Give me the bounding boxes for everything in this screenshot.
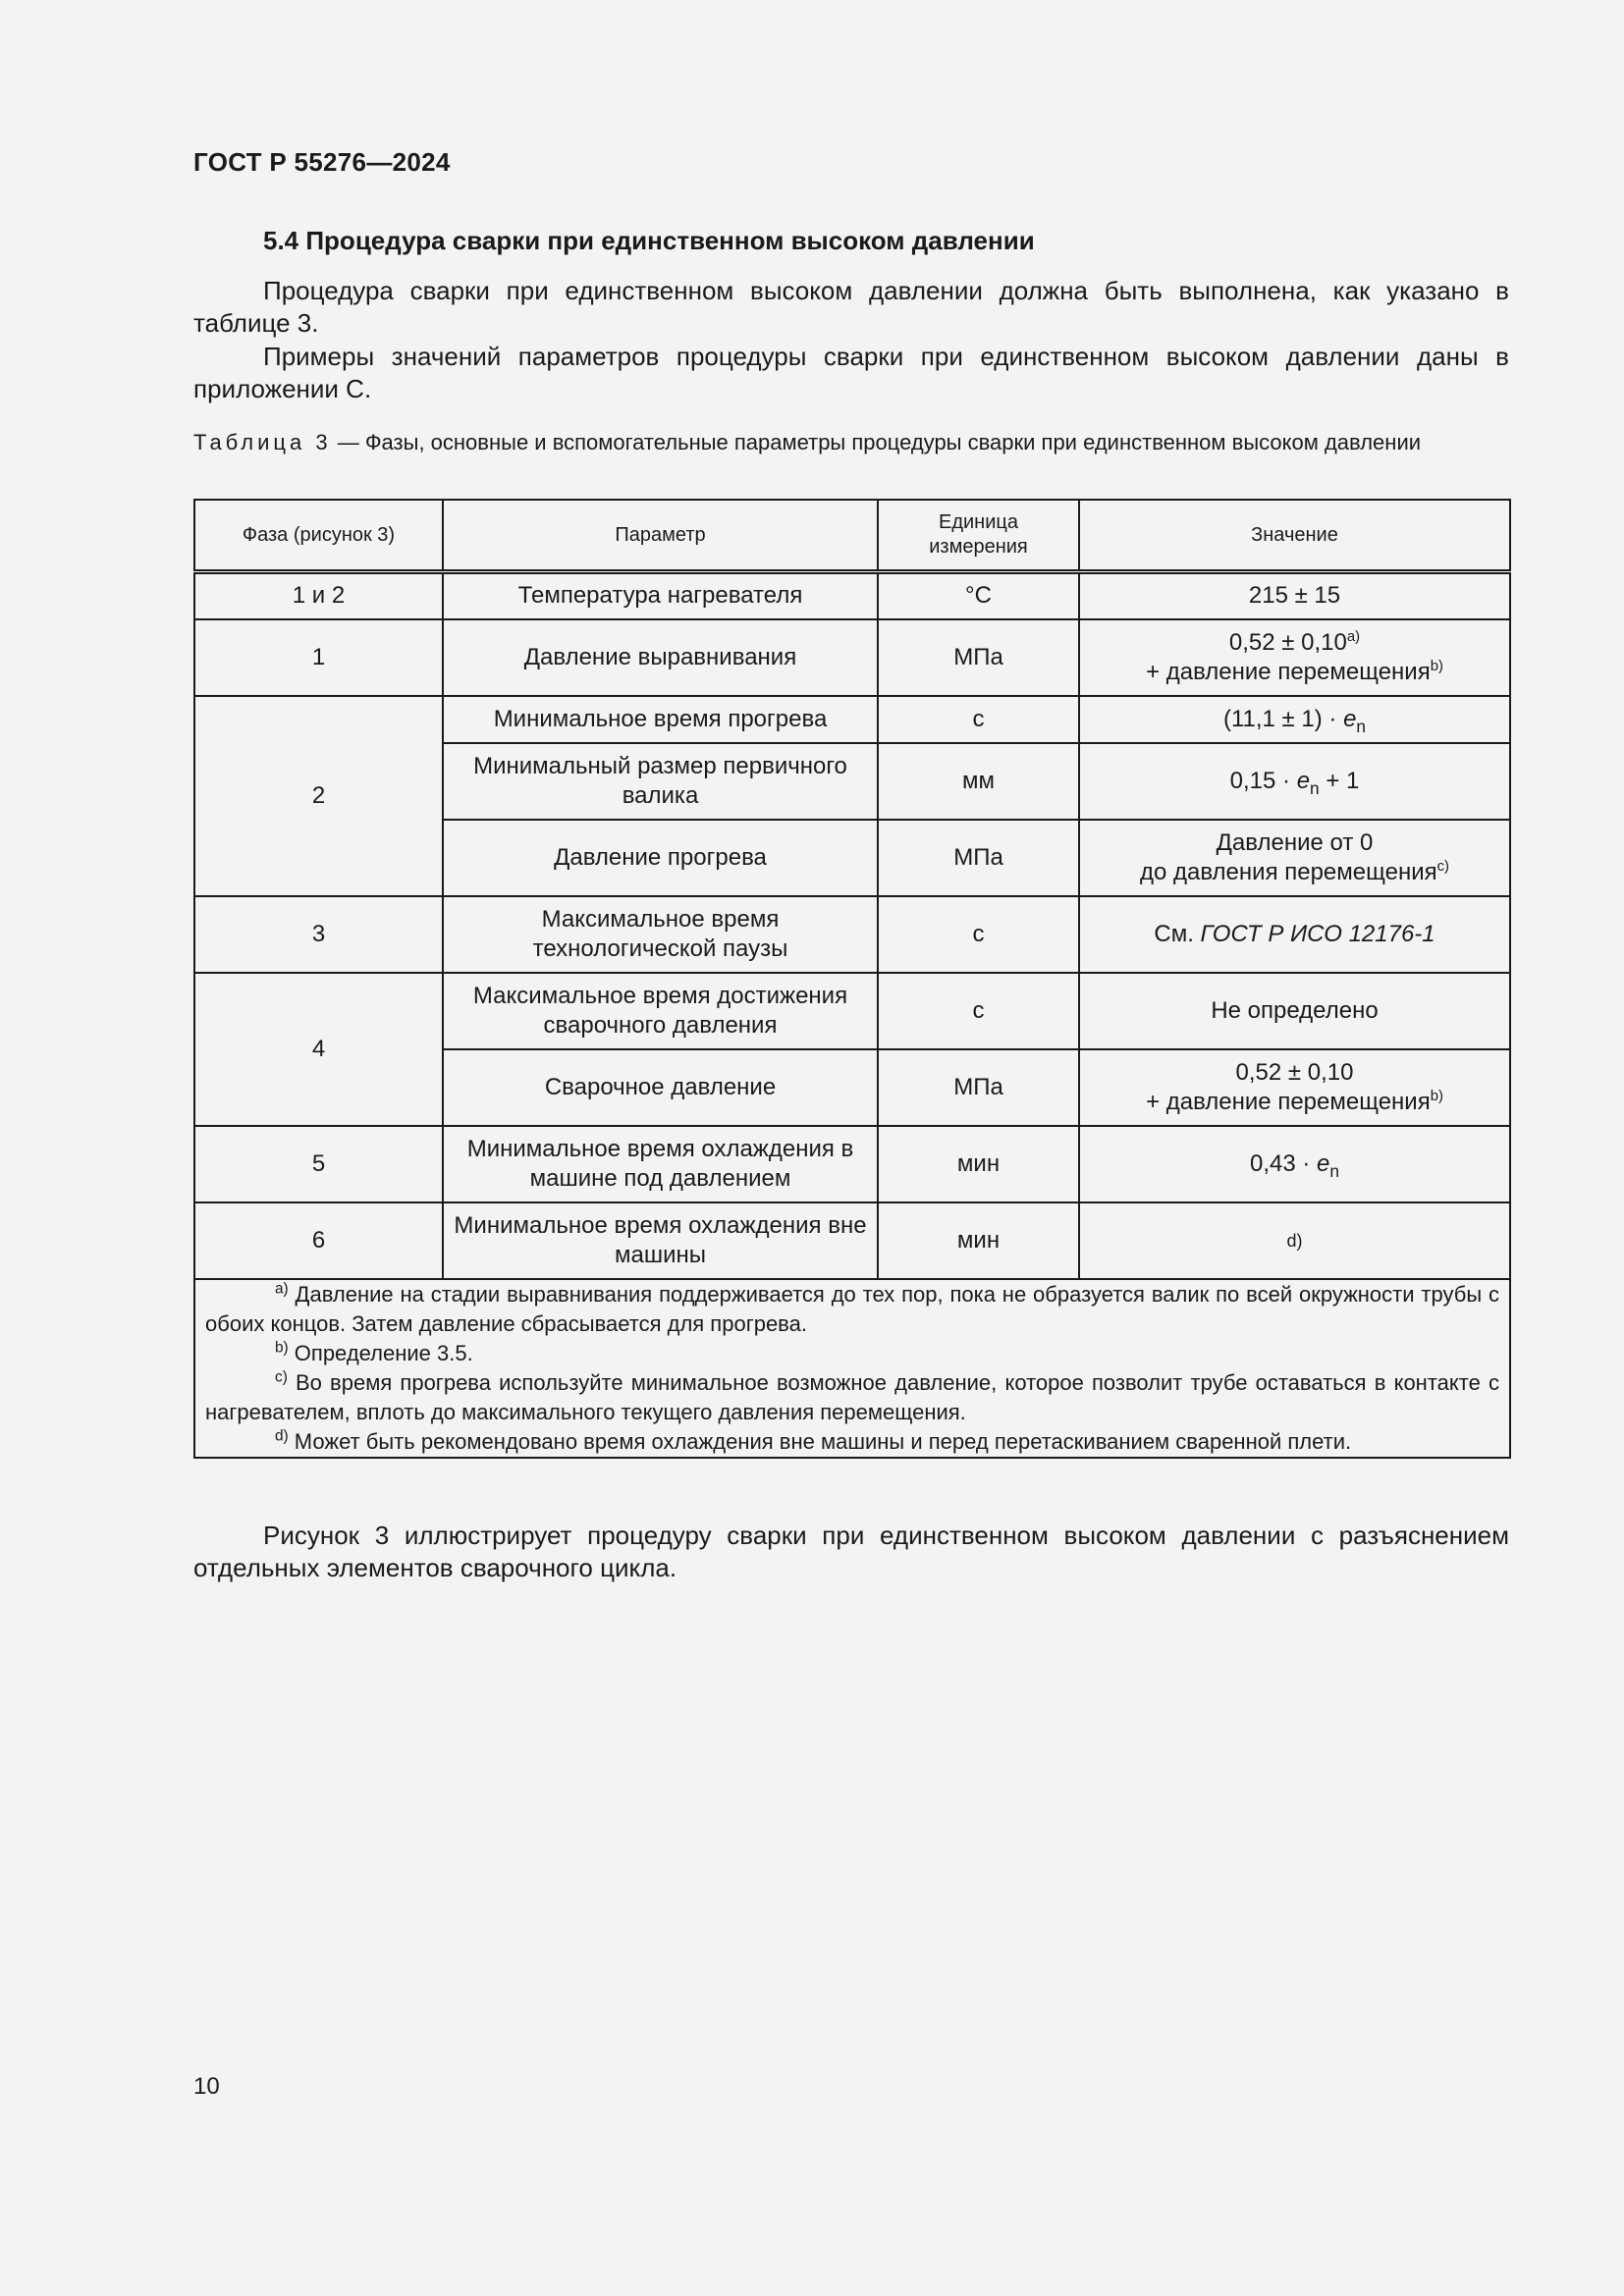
note-mark: b) [275, 1339, 289, 1357]
value-line-1: 0,52 ± 0,10 [1235, 1058, 1354, 1086]
standard-reference: ГОСТ Р ИСО 12176-1 [1200, 920, 1435, 947]
note-text: Может быть рекомендовано время охлаждения вне машины и перед перетаскиванием сваренной плети. [288, 1428, 1352, 1454]
parameters-table [193, 499, 1511, 1459]
table-caption-text: — Фазы, основные и вспомогательные параметры процедуры сварки при единственном высоком давлении [331, 430, 1422, 454]
page-number: 10 [193, 2073, 220, 2100]
cell-parameter: Максимальное время технологической паузы [443, 896, 878, 973]
subscript-n: n [1329, 1160, 1339, 1181]
cell-value [1079, 696, 1510, 743]
table-caption [193, 428, 1509, 456]
table-notes [194, 1279, 1510, 1458]
value-line-1: 0,52 ± 0,10 [1228, 628, 1347, 656]
value-text-post: + 1 [1319, 767, 1360, 794]
cell-unit: мм [878, 743, 1079, 820]
value-text: 0,43 · [1249, 1149, 1318, 1177]
footnote-ref-d: d) [1286, 1231, 1303, 1251]
cell-unit: мин [878, 1126, 1079, 1202]
cell-phase: 1 [194, 619, 443, 696]
table-note [205, 1427, 1499, 1457]
value-text: См. [1154, 920, 1201, 947]
note-text: Во время прогрева используйте минимальное возможное давление, которое позволит трубе оставаться в контакте с нагревателем, вплоть до максимального текущего давления перемещения. [205, 1369, 1499, 1424]
subscript-n: n [1356, 716, 1367, 736]
cell-unit: с [878, 973, 1079, 1049]
cell-parameter: Давление выравнивания [443, 619, 878, 696]
cell-phase: 5 [194, 1126, 443, 1202]
table-caption-label: Таблица 3 [193, 430, 332, 454]
table-note [205, 1368, 1499, 1427]
table-row [194, 619, 1510, 696]
cell-parameter: Минимальный размер первичного валика [443, 743, 878, 820]
table-row [194, 973, 1510, 1049]
column-header-value: Значение [1079, 500, 1510, 572]
value-line-2: до давления перемещения [1139, 858, 1437, 885]
cell-parameter: Температура нагревателя [443, 572, 878, 619]
note-text: Давление на стадии выравнивания поддерживается до тех пор, пока не образуется валик по всей окружности трубы с обоих концов. Затем давление сбрасывается для прогрева. [205, 1281, 1499, 1336]
cell-parameter: Минимальное время охлаждения вне машины [443, 1202, 878, 1279]
table-row [194, 696, 1510, 743]
footnote-ref-b: b) [1430, 658, 1443, 674]
value-text: 0,15 · [1229, 767, 1297, 794]
cell-value: Не определено [1079, 973, 1510, 1049]
paragraph-figure-ref: Рисунок 3 иллюстрирует процедуру сварки при единственном высоком давлении с разъяснением отдельных элементов сварочного цикла. [193, 1521, 1509, 1582]
cell-parameter: Давление прогрева [443, 820, 878, 896]
cell-phase: 6 [194, 1202, 443, 1279]
cell-value [1079, 619, 1510, 696]
cell-unit: МПа [878, 820, 1079, 896]
cell-unit: °C [878, 572, 1079, 619]
cell-value [1079, 820, 1510, 896]
cell-parameter: Сварочное давление [443, 1049, 878, 1126]
cell-value [1079, 1126, 1510, 1202]
table-notes-row [194, 1279, 1510, 1458]
note-mark: a) [275, 1280, 289, 1298]
cell-phase: 4 [194, 973, 443, 1126]
cell-value [1079, 743, 1510, 820]
document-code: ГОСТ Р 55276—2024 [193, 147, 451, 177]
cell-unit: МПа [878, 1049, 1079, 1126]
column-header-parameter: Параметр [443, 500, 878, 572]
cell-unit: с [878, 696, 1079, 743]
paragraph-examples: Примеры значений параметров процедуры сварки при единственном высоком давлении даны в приложении С. [193, 342, 1509, 403]
table-note [205, 1339, 1499, 1368]
column-header-unit: Единица измерения [878, 500, 1079, 572]
note-mark: d) [275, 1427, 289, 1445]
table-row [194, 572, 1510, 619]
cell-parameter: Максимальное время достижения сварочного давления [443, 973, 878, 1049]
table-row [194, 1126, 1510, 1202]
cell-parameter: Минимальное время прогрева [443, 696, 878, 743]
value-line-2: + давление перемещения [1146, 1088, 1431, 1115]
cell-parameter: Минимальное время охлаждения в машине под давлением [443, 1126, 878, 1202]
cell-unit: МПа [878, 619, 1079, 696]
cell-value [1079, 1049, 1510, 1126]
variable-e: e [1296, 767, 1311, 794]
cell-unit: мин [878, 1202, 1079, 1279]
footnote-ref-c: c) [1436, 858, 1450, 875]
table-header-row [194, 500, 1510, 572]
note-mark: c) [275, 1368, 288, 1386]
footnote-ref-a: a) [1346, 628, 1361, 645]
cell-phase: 3 [194, 896, 443, 973]
variable-e: e [1317, 1149, 1330, 1177]
variable-e: e [1343, 705, 1357, 732]
table-row [194, 1202, 1510, 1279]
subscript-n: n [1310, 777, 1320, 798]
cell-value: 215 ± 15 [1079, 572, 1510, 619]
value-text: (11,1 ± 1) · [1222, 705, 1344, 732]
cell-phase: 1 и 2 [194, 572, 443, 619]
value-line-2: + давление перемещения [1146, 658, 1431, 685]
table-row [194, 896, 1510, 973]
footnote-ref-b: b) [1430, 1088, 1443, 1104]
paragraph-intro: Процедура сварки при единственном высоком давлении должна быть выполнена, как указано в таблице 3. [193, 276, 1509, 338]
cell-phase: 2 [194, 696, 443, 896]
cell-value [1079, 1202, 1510, 1279]
cell-unit: с [878, 896, 1079, 973]
table-note [205, 1280, 1499, 1339]
cell-value [1079, 896, 1510, 973]
value-line-1: Давление от 0 [1216, 828, 1374, 856]
note-text: Определение 3.5. [288, 1340, 473, 1365]
section-title: 5.4 Процедура сварки при единственном высоком давлении [263, 226, 1035, 255]
column-header-phase: Фаза (рисунок 3) [194, 500, 443, 572]
